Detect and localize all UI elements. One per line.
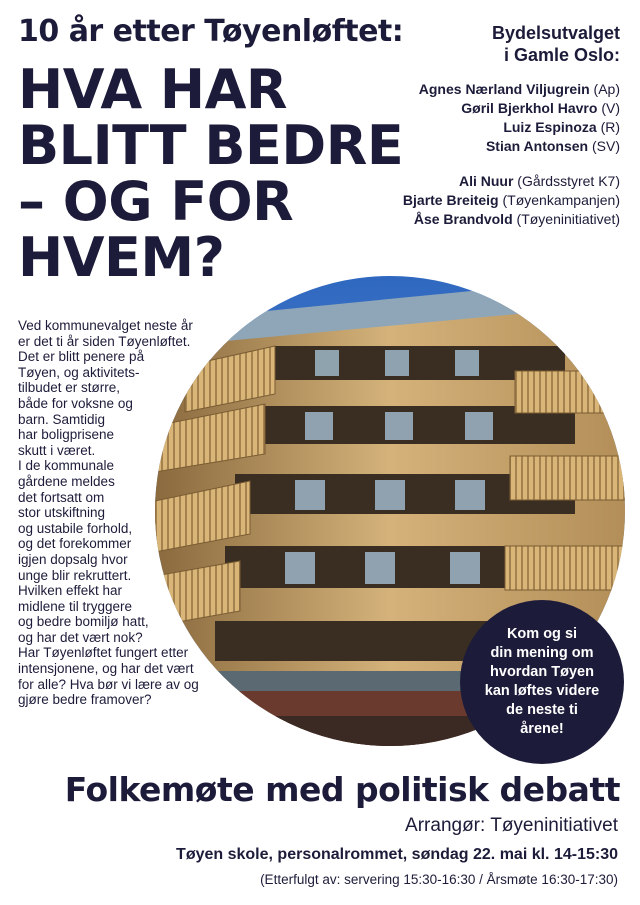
- intro-line: Ved kommunevalget neste år: [18, 318, 193, 333]
- headline-line: HVA HAR: [18, 58, 287, 121]
- intro-line: skutt i været.: [18, 442, 96, 458]
- intro-line: og ustabile forhold,: [18, 520, 133, 536]
- person-affiliation: (V): [601, 100, 620, 116]
- council-member: [403, 80, 620, 99]
- intro-line: er det ti år siden Tøyenløftet.: [18, 333, 191, 349]
- council-member: [403, 118, 620, 137]
- intro-line: midlene til tryggere: [18, 598, 133, 614]
- badge-line: hvordan Tøyen: [490, 664, 594, 680]
- group-spacer: [403, 156, 620, 172]
- intro-line: for alle? Hva bør vi lære av og: [18, 676, 199, 692]
- event-organizer: Arrangør: Tøyeninitiativet: [405, 815, 618, 836]
- intro-line: Tøyen, og aktivitets-: [18, 364, 140, 380]
- panel-heading-line: Bydelsutvalget: [491, 23, 620, 43]
- badge-line: din mening om: [490, 645, 594, 661]
- person-name: Luiz Espinoza: [503, 119, 597, 135]
- intro-line: Det er blitt penere på: [18, 349, 145, 365]
- intro-line: unge blir rekruttert.: [18, 567, 132, 583]
- callout-badge: [460, 600, 624, 764]
- person-name: Gøril Bjerkhol Havro: [461, 100, 598, 116]
- intro-paragraph: [18, 318, 199, 708]
- council-member: [403, 99, 620, 118]
- intro-line: det fortsatt om: [18, 489, 105, 505]
- intro-line: tilbudet er større,: [18, 380, 121, 396]
- person-name: Ali Nuur: [458, 173, 514, 189]
- main-headline: [18, 58, 418, 289]
- person-affiliation: (R): [600, 119, 620, 135]
- intro-line: intensjonene, og har det vært: [18, 661, 194, 677]
- badge-line: Kom og si: [506, 626, 578, 642]
- intro-line: I de kommunale: [18, 458, 115, 474]
- council-member: [403, 137, 620, 156]
- person-affiliation: (SV): [592, 138, 620, 154]
- person-name: Stian Antonsen: [485, 138, 589, 154]
- guest-speaker: [403, 191, 620, 210]
- person-affiliation: (Ap): [593, 81, 620, 97]
- intro-line: og bedre bomiljø hatt,: [18, 614, 149, 630]
- person-affiliation: (Gårdsstyret K7): [517, 173, 620, 189]
- person-name: Bjarte Breiteig: [402, 192, 499, 208]
- intro-line: Har Tøyenløftet fungert etter: [18, 645, 189, 661]
- kicker-heading: 10 år etter Tøyenløftet:: [18, 14, 404, 49]
- intro-line: stor utskiftning: [18, 505, 106, 521]
- intro-line: både for voksne og: [18, 395, 133, 411]
- badge-line: de neste ti: [506, 702, 578, 718]
- intro-line: og det forekommer: [18, 536, 132, 552]
- event-followup: (Etterfulgt av: servering 15:30-16:30 / Årsmøte 16:30-17:30): [260, 872, 618, 887]
- panel-heading: [403, 22, 620, 66]
- intro-line: barn. Samtidig: [18, 411, 106, 427]
- badge-line: kan løftes videre: [484, 683, 600, 699]
- panel-list: [403, 22, 620, 229]
- panel-heading-line: i Gamle Oslo:: [503, 45, 620, 65]
- intro-line: gårdene meldes: [18, 473, 115, 489]
- event-title: Folkemøte med politisk debatt: [64, 770, 620, 809]
- badge-line: årene!: [520, 721, 564, 737]
- guest-speaker: [403, 172, 620, 191]
- headline-line: – OG FOR: [18, 170, 294, 233]
- headline-line: BLITT BEDRE: [18, 114, 404, 177]
- intro-line: gjøre bedre framover?: [18, 692, 152, 708]
- intro-line: har boligprisene: [18, 427, 115, 443]
- person-name: Åse Brandvold: [413, 211, 513, 227]
- person-name: Agnes Nærland Viljugrein: [418, 81, 590, 97]
- intro-line: og har det vært nok?: [18, 629, 143, 645]
- headline-line: HVEM?: [18, 226, 225, 289]
- person-affiliation: (Tøyeninitiativet): [516, 211, 620, 227]
- intro-line: igjen dopsalg hvor: [18, 551, 128, 567]
- intro-line: Hvilken effekt har: [18, 583, 123, 599]
- guest-speaker: [403, 210, 620, 229]
- event-location-time: Tøyen skole, personalrommet, søndag 22. mai kl. 14-15:30: [176, 846, 618, 863]
- person-affiliation: (Tøyenkampanjen): [502, 192, 620, 208]
